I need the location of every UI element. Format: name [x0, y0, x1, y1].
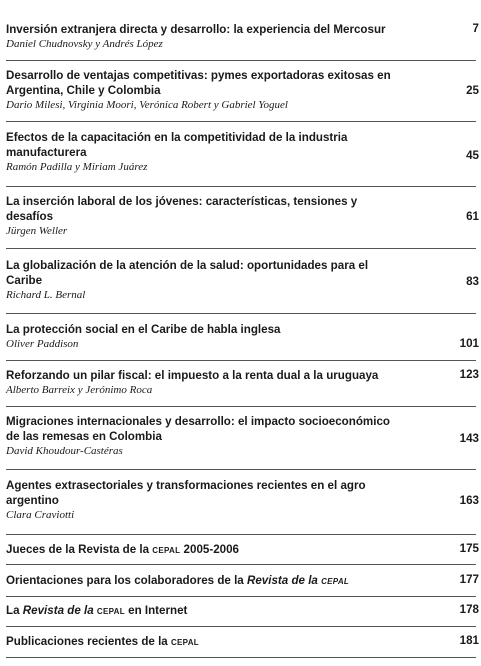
toc-entry[interactable] — [6, 22, 476, 51]
divider — [6, 534, 476, 535]
section-title: La Revista de la cepal en Internet — [6, 604, 188, 617]
divider — [6, 564, 476, 565]
toc-entry[interactable] — [6, 194, 476, 238]
toc-entry[interactable] — [6, 368, 476, 397]
page-number: 7 — [472, 22, 479, 35]
page-number: 25 — [466, 84, 479, 97]
section-title: Publicaciones recientes de la cepal — [6, 635, 199, 648]
article-title: La protección social en el Caribe de habla inglesa — [6, 323, 281, 336]
article-author: Clara Craviotti — [6, 509, 75, 521]
toc-entry-internet[interactable] — [6, 603, 476, 618]
divider — [6, 469, 476, 470]
page-number: 177 — [459, 573, 479, 586]
divider — [6, 121, 476, 122]
article-author: Oliver Paddison — [6, 338, 79, 350]
divider — [6, 313, 476, 314]
article-author: Dario Milesi, Virginia Moori, Verónica Robert y Gabriel Yoguel — [6, 99, 288, 111]
article-author: Alberto Barreix y Jerónimo Roca — [6, 384, 153, 396]
section-title: Orientaciones para los colaboradores de la Revista de la cepal — [6, 574, 350, 587]
article-author: Daniel Chudnovsky y Andrés López — [6, 38, 163, 50]
page-number: 163 — [459, 494, 479, 507]
page-number: 123 — [459, 368, 479, 381]
toc-entry[interactable] — [6, 414, 476, 458]
page-number: 178 — [459, 603, 479, 616]
divider — [6, 360, 476, 361]
article-title: Inversión extranjera directa y desarrollo: la experiencia del Mercosur — [6, 23, 386, 36]
article-author: David Khoudour-Castéras — [6, 445, 123, 457]
divider — [6, 596, 476, 597]
page-number: 101 — [459, 337, 479, 350]
divider — [6, 60, 476, 61]
toc-entry[interactable] — [6, 68, 476, 112]
section-title: Jueces de la Revista de la cepal 2005-2006 — [6, 543, 239, 556]
article-title: La inserción laboral de los jóvenes: características, tensiones y desafíos — [6, 195, 358, 223]
article-title: Efectos de la capacitación en la competitividad de la industria manufacturera — [6, 131, 348, 159]
divider — [6, 248, 476, 249]
article-title: Agentes extrasectoriales y transformaciones recientes en el agro argentino — [6, 479, 366, 507]
article-title: La globalización de la atención de la salud: oportunidades para el Caribe — [6, 259, 369, 287]
article-title: Reforzando un pilar fiscal: el impuesto a la renta dual a la uruguaya — [6, 369, 379, 382]
divider — [6, 626, 476, 627]
page-number: 61 — [466, 210, 479, 223]
page-number: 181 — [459, 634, 479, 647]
toc-entry[interactable] — [6, 258, 476, 302]
page-number: 83 — [466, 275, 479, 288]
page-number: 143 — [459, 432, 479, 445]
divider — [6, 657, 476, 658]
toc-entry[interactable] — [6, 478, 476, 522]
article-title: Desarrollo de ventajas competitivas: pymes exportadoras exitosas en Argentina, Chile y Colombia — [6, 69, 391, 97]
article-author: Jürgen Weller — [6, 225, 68, 237]
divider — [6, 406, 476, 407]
article-author: Ramón Padilla y Miriam Juárez — [6, 161, 148, 173]
toc-entry[interactable] — [6, 130, 476, 174]
page-number: 45 — [466, 149, 479, 162]
article-title: Migraciones internacionales y desarrollo: el impacto socioeconómico de las remesas en Colombia — [6, 415, 390, 443]
page-number: 175 — [459, 542, 479, 555]
article-author: Richard L. Bernal — [6, 289, 86, 301]
toc-entry-publicaciones[interactable] — [6, 634, 476, 649]
toc-entry-jueces[interactable] — [6, 542, 476, 557]
toc-entry-orientaciones[interactable] — [6, 573, 476, 588]
divider — [6, 186, 476, 187]
toc-entry[interactable] — [6, 322, 476, 351]
